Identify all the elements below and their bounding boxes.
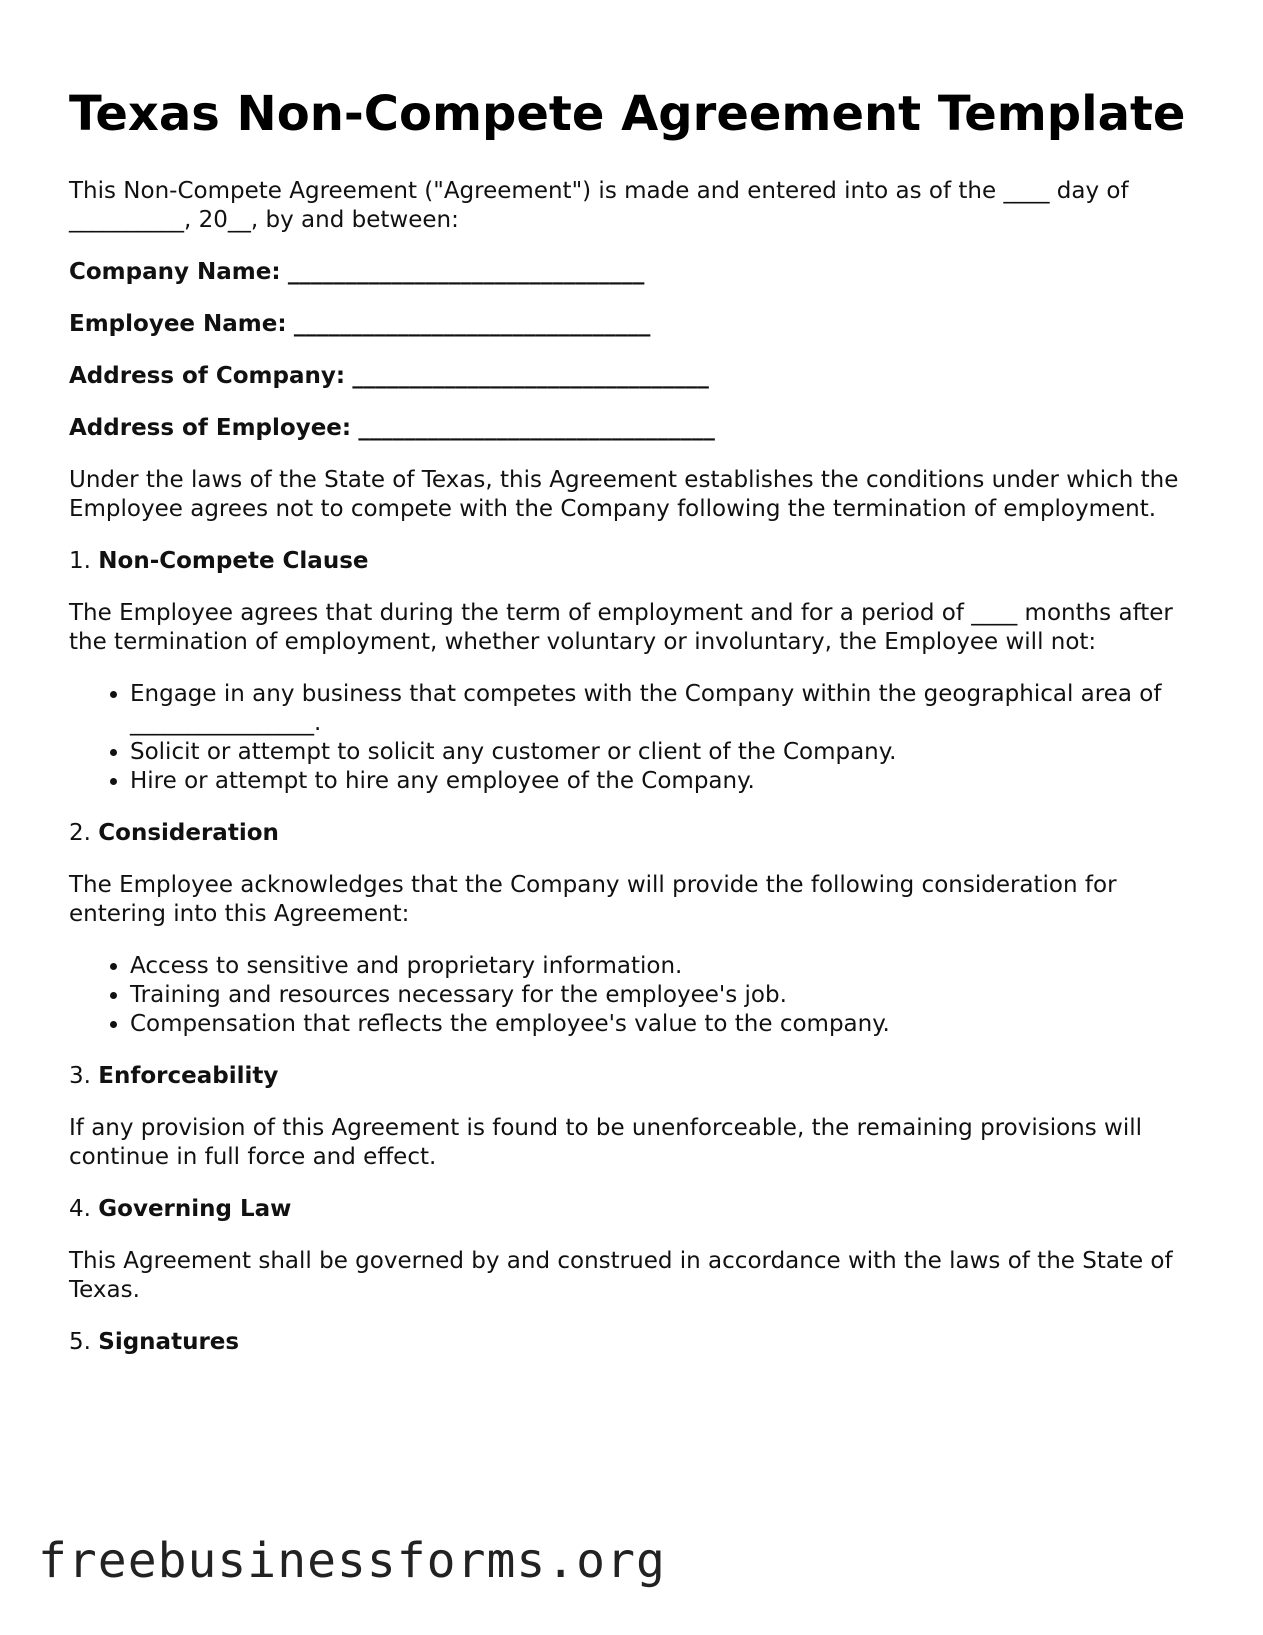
section-heading-governing-law [69,1195,1199,1224]
section-title: Governing Law [98,1196,292,1222]
section-heading-non-compete [69,547,1199,576]
list-item: • Compensation that reflects the employee's value to the company. [130,1010,1199,1039]
section-heading-consideration [69,819,1199,848]
field-label: Address of Company: [69,363,346,389]
preamble-paragraph: Under the laws of the State of Texas, this Agreement establishes the conditions under which the Employee agrees not to compete with the Company following the termination of employment. [69,467,1179,522]
intro-paragraph: This Non-Compete Agreement ("Agreement") is made and entered into as of the ____ day of __________, 20__, by and between: [69,178,1129,233]
section-number: 4. [69,1196,91,1222]
list-item: • Training and resources necessary for the employee's job. [130,981,1199,1010]
list-item: • Engage in any business that competes with the Company within the geographical area of ________________. [130,680,1199,738]
list-item: • Access to sensitive and proprietary information. [130,952,1199,981]
employee-address-field [69,414,1199,443]
section-number: 3. [69,1063,91,1089]
watermark: freebusinessforms.org [38,1533,666,1589]
field-blank: _______________________________ [352,363,709,389]
document-page [69,86,1199,1380]
consideration-list [69,952,1199,1039]
section-heading-enforceability [69,1062,1199,1091]
company-address-field [69,362,1199,391]
list-item: • Hire or attempt to hire any employee of the Company. [130,767,1199,796]
section-title: Non-Compete Clause [98,548,369,574]
section-body: The Employee acknowledges that the Company will provide the following consideration for entering into this Agreement: [69,872,1117,927]
company-name-field [69,258,1199,287]
field-label: Company Name: [69,259,281,285]
field-label: Employee Name: [69,311,287,337]
section-body: This Agreement shall be governed by and construed in accordance with the laws of the State of Texas. [69,1248,1173,1303]
section-heading-signatures [69,1328,1199,1357]
section-title: Signatures [98,1329,240,1355]
field-blank: _______________________________ [287,259,645,285]
field-blank: _______________________________ [358,415,715,441]
document-title: Texas Non-Compete Agreement Template [69,86,1186,142]
section-number: 5. [69,1329,91,1355]
section-body: The Employee agrees that during the term of employment and for a period of ____ months after the termination of employment, whether voluntary or involuntary, the Employee will not: [69,600,1173,655]
section-title: Enforceability [98,1063,279,1089]
section-title: Consideration [98,820,279,846]
field-label: Address of Employee: [69,415,352,441]
section-number: 2. [69,820,91,846]
section-number: 1. [69,548,91,574]
list-item: • Solicit or attempt to solicit any customer or client of the Company. [130,738,1199,767]
field-blank: _______________________________ [293,311,651,337]
non-compete-list [69,680,1199,796]
section-body: If any provision of this Agreement is found to be unenforceable, the remaining provisions will continue in full force and effect. [69,1115,1143,1170]
employee-name-field [69,310,1199,339]
